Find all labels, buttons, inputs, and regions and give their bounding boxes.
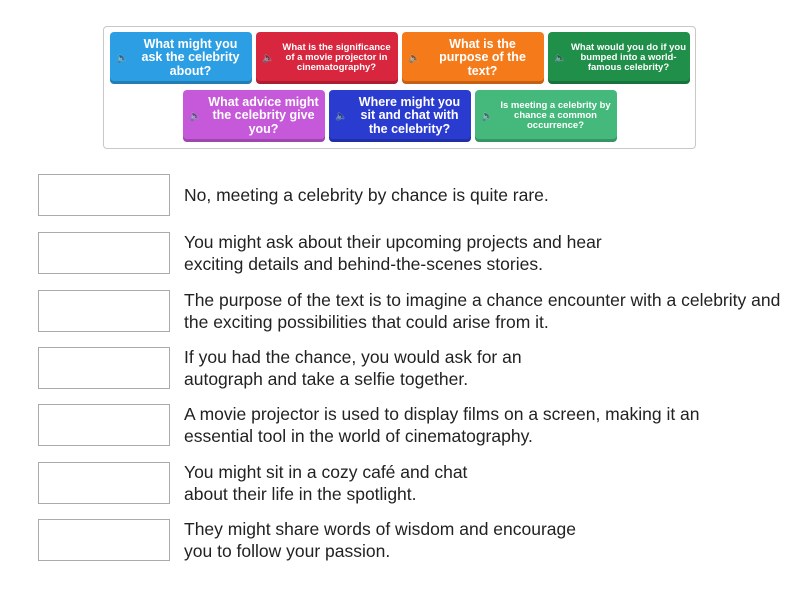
answer-text: You might ask about their upcoming projects and hear exciting details and behind-the-scenes stories. [184, 232, 602, 274]
draggable-tile[interactable] [183, 90, 325, 142]
answer-text: They might share words of wisdom and encourage you to follow your passion. [184, 519, 577, 561]
draggable-tile[interactable] [548, 32, 690, 84]
tile-label: What is the significance of a movie projector in cinematography? [282, 42, 391, 73]
match-row [38, 174, 794, 216]
speaker-icon[interactable]: 🔈 [262, 52, 275, 64]
match-row [38, 518, 584, 562]
match-row [38, 231, 614, 275]
match-row [38, 461, 484, 505]
match-row [38, 346, 564, 390]
speaker-icon[interactable]: 🔈 [335, 110, 348, 122]
tile-label: Is meeting a celebrity by chance a common occurrence? [500, 100, 611, 131]
drop-target[interactable] [38, 347, 170, 389]
speaker-icon[interactable]: 🔈 [481, 110, 494, 122]
match-row [38, 289, 784, 333]
speaker-icon[interactable]: 🔈 [189, 110, 202, 122]
draggable-tile[interactable] [329, 90, 471, 142]
draggable-tile[interactable] [475, 90, 617, 142]
answer-text: A movie projector is used to display films on a screen, making it an essential tool in the world of cinematography. [184, 404, 700, 446]
draggable-tile[interactable] [256, 32, 398, 84]
drop-target[interactable] [38, 232, 170, 274]
answer-text: No, meeting a celebrity by chance is quite rare. [184, 185, 549, 205]
answer-text: If you had the chance, you would ask for an autograph and take a selfie together. [184, 347, 522, 389]
speaker-icon[interactable]: 🔈 [554, 52, 567, 64]
drop-target[interactable] [38, 404, 170, 446]
match-row [38, 403, 744, 447]
drop-target[interactable] [38, 462, 170, 504]
drop-target[interactable] [38, 519, 170, 561]
draggable-tile[interactable] [402, 32, 544, 84]
answer-text: You might sit in a cozy café and chat about their life in the spotlight. [184, 462, 468, 504]
speaker-icon[interactable]: 🔈 [408, 52, 421, 64]
answer-text: The purpose of the text is to imagine a chance encounter with a celebrity and the exciting possibilities that could arise from it. [184, 290, 781, 332]
tile-label: What might you ask the celebrity about? [141, 37, 240, 78]
tile-label: What would you do if you bumped into a world-famous celebrity? [570, 42, 687, 73]
drop-target[interactable] [38, 290, 170, 332]
draggable-tile[interactable] [110, 32, 252, 84]
tile-label: What advice might the celebrity give you? [208, 95, 319, 136]
tile-label: Where might you sit and chat with the celebrity? [358, 95, 461, 136]
tile-label: What is the purpose of the text? [439, 37, 526, 78]
speaker-icon[interactable]: 🔈 [116, 52, 129, 64]
drop-target[interactable] [38, 174, 170, 216]
